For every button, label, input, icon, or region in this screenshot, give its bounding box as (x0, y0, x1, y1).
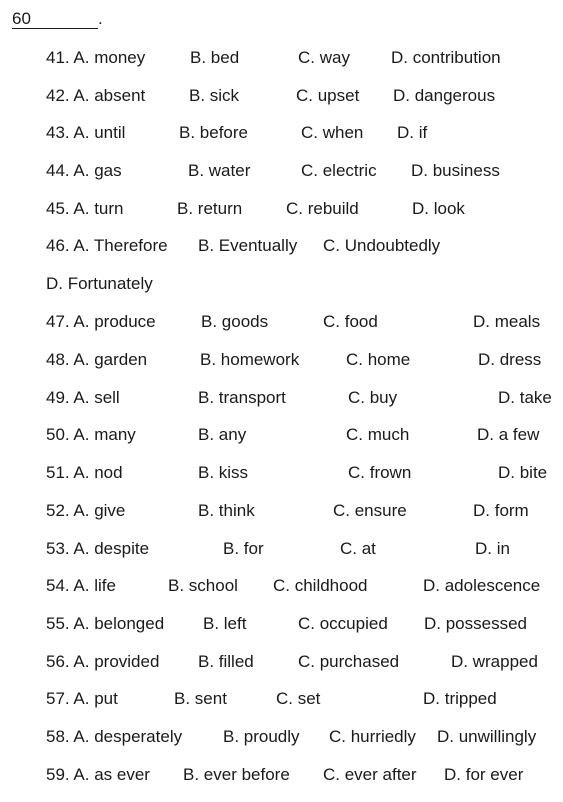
question-option: 51. A. nod (46, 463, 123, 482)
question-option: B. any (198, 425, 247, 444)
question-row (0, 537, 563, 561)
question-row (0, 763, 563, 787)
question-option: D. in (475, 539, 510, 558)
question-row (0, 121, 563, 145)
question-option: 41. A. money (46, 48, 146, 67)
question-option: D. if (397, 123, 428, 142)
question-row (0, 612, 563, 636)
header-end-mark: . (98, 9, 103, 28)
question-row (0, 499, 563, 523)
question-option: B. for (223, 539, 264, 558)
question-option: B. ever before (183, 765, 290, 784)
question-option: C. occupied (298, 614, 388, 633)
question-option: B. goods (201, 312, 269, 331)
question-option: 47. A. produce (46, 312, 156, 331)
question-option: D. business (411, 161, 500, 180)
question-option: C. childhood (273, 576, 368, 595)
question-option: 58. A. desperately (46, 727, 183, 746)
question-option: D. adolescence (423, 576, 541, 595)
question-row (0, 234, 563, 258)
question-option: B. bed (190, 48, 240, 67)
question-row (0, 46, 563, 70)
question-option: B. Eventually (198, 236, 298, 255)
question-option: D. take (498, 388, 552, 407)
question-option: D. Fortunately (46, 274, 153, 293)
question-row (0, 84, 563, 108)
answer-blank-header (12, 9, 103, 29)
question-option: D. contribution (391, 48, 501, 67)
question-row (0, 687, 563, 711)
question-option: C. ever after (323, 765, 417, 784)
question-option: C. frown (348, 463, 412, 482)
question-option: C. buy (348, 388, 398, 407)
question-option: B. school (168, 576, 238, 595)
question-option: C. set (276, 689, 321, 708)
question-option: B. return (177, 199, 243, 218)
question-option: B. filled (198, 652, 254, 671)
question-option: B. transport (198, 388, 286, 407)
question-option: C. electric (301, 161, 377, 180)
question-option: C. Undoubtedly (323, 236, 441, 255)
question-option: C. at (340, 539, 376, 558)
question-option: 48. A. garden (46, 350, 148, 369)
question-option: 43. A. until (46, 123, 126, 142)
question-option: B. sick (189, 86, 240, 105)
question-option: 50. A. many (46, 425, 136, 444)
question-option: D. possessed (424, 614, 527, 633)
question-option: B. think (198, 501, 255, 520)
question-option: 57. A. put (46, 689, 118, 708)
question-option: B. kiss (198, 463, 249, 482)
question-option: B. left (203, 614, 247, 633)
question-row (0, 461, 563, 485)
question-option: 44. A. gas (46, 161, 122, 180)
question-option: D. a few (477, 425, 540, 444)
question-option: 52. A. give (46, 501, 126, 520)
question-row (0, 725, 563, 749)
question-option: B. water (188, 161, 251, 180)
question-option: 42. A. absent (46, 86, 146, 105)
question-option: C. rebuild (286, 199, 359, 218)
question-option: C. food (323, 312, 378, 331)
question-option: 46. A. Therefore (46, 236, 168, 255)
question-option: D. dangerous (393, 86, 496, 105)
question-option: D. bite (498, 463, 548, 482)
question-option: D. wrapped (451, 652, 538, 671)
question-option: C. way (298, 48, 350, 67)
question-option: 59. A. as ever (46, 765, 150, 784)
question-option: C. upset (296, 86, 360, 105)
question-row (0, 574, 563, 598)
answer-blank-number: 60 (12, 9, 98, 29)
question-option: B. homework (200, 350, 300, 369)
question-option: D. form (473, 501, 529, 520)
question-option: 54. A. life (46, 576, 116, 595)
question-option: C. when (301, 123, 364, 142)
question-row (0, 310, 563, 334)
question-option: 49. A. sell (46, 388, 120, 407)
question-option: C. much (346, 425, 410, 444)
question-option: C. hurriedly (329, 727, 416, 746)
question-option: B. proudly (223, 727, 300, 746)
question-option: 55. A. belonged (46, 614, 165, 633)
question-option: 56. A. provided (46, 652, 160, 671)
question-row (0, 650, 563, 674)
question-option: C. purchased (298, 652, 400, 671)
question-row (0, 197, 563, 221)
question-row (0, 386, 563, 410)
question-option: D. dress (478, 350, 542, 369)
question-option: C. home (346, 350, 411, 369)
question-option: D. for ever (444, 765, 524, 784)
question-row (0, 159, 563, 183)
question-row (0, 423, 563, 447)
question-option: D. unwillingly (437, 727, 537, 746)
question-option: 45. A. turn (46, 199, 124, 218)
question-option: D. meals (473, 312, 541, 331)
question-option: B. sent (174, 689, 227, 708)
question-option: D. tripped (423, 689, 497, 708)
question-option: 53. A. despite (46, 539, 150, 558)
question-row (0, 348, 563, 372)
question-option: B. before (179, 123, 248, 142)
question-option: D. look (412, 199, 465, 218)
question-option: C. ensure (333, 501, 407, 520)
